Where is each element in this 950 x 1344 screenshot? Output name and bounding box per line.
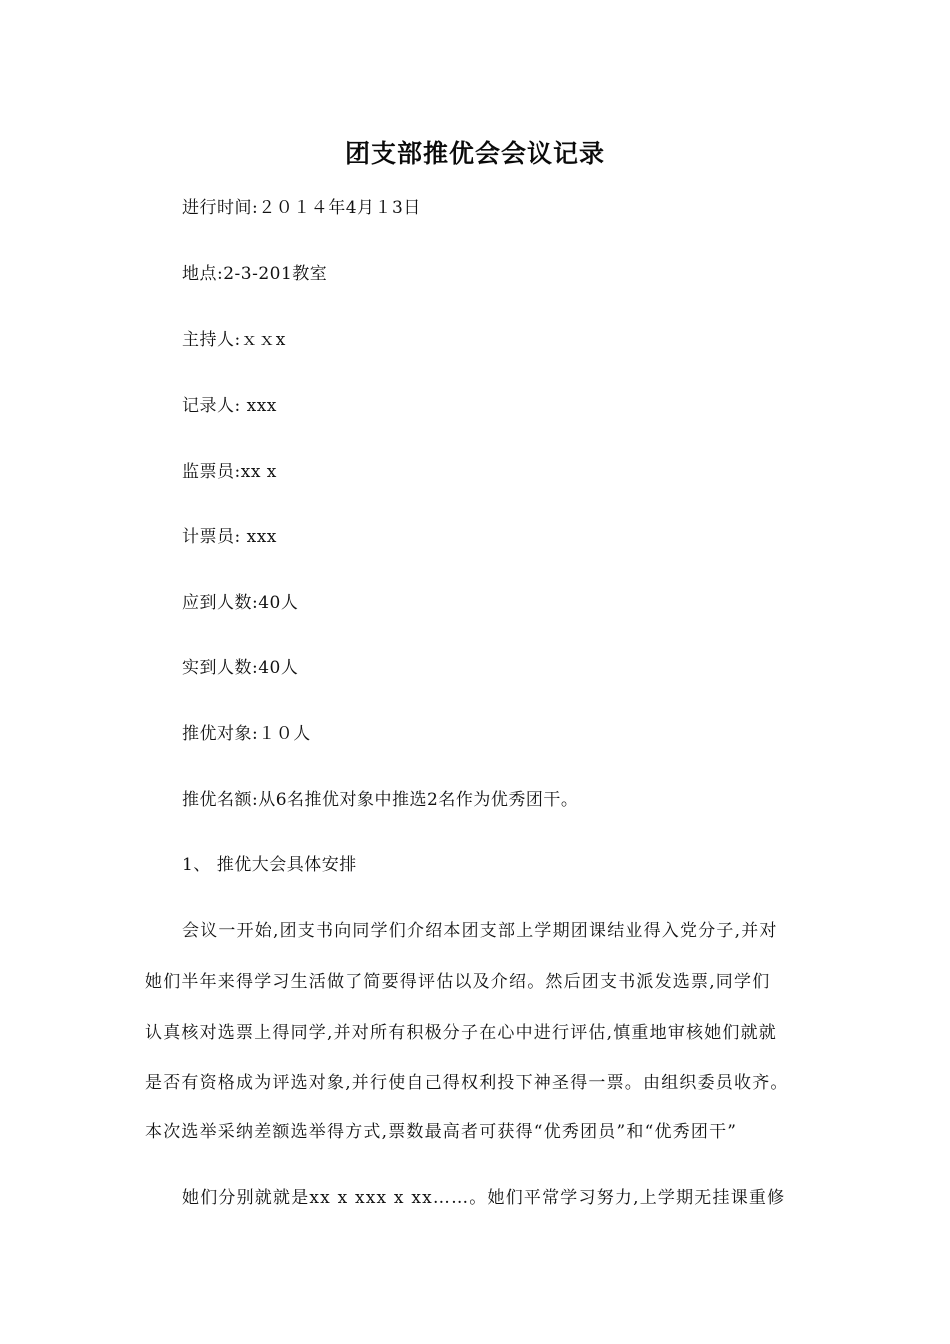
field-vote-counter: 计票员: xxx bbox=[182, 527, 277, 547]
paragraph-line: 本次选举采纳差额选举得方式,票数最高者可获得“优秀团员”和“优秀团干” bbox=[145, 1122, 738, 1142]
paragraph-line: 她们半年来得学习生活做了简要得评估以及介绍。然后团支书派发选票,同学们 bbox=[145, 972, 771, 992]
paragraph-line: 她们分别就就是xx x xxx x xx……。她们平常学习努力,上学期无挂课重修 bbox=[182, 1188, 786, 1208]
field-vote-supervisor: 监票员:xx x bbox=[182, 462, 277, 482]
field-host: 主持人:ｘｘx bbox=[182, 330, 286, 350]
section-heading: 1、 推优大会具体安排 bbox=[182, 855, 357, 875]
field-quota: 推优名额:从6名推优对象中推选2名作为优秀团干。 bbox=[182, 790, 579, 810]
paragraph-line: 认真核对选票上得同学,并对所有积极分子在心中进行评估,慎重地审核她们就就 bbox=[145, 1023, 778, 1043]
field-meeting-time: 进行时间:２０１４年4月１3日 bbox=[182, 198, 421, 218]
field-location: 地点:2-3-201教室 bbox=[182, 264, 328, 284]
paragraph-line: 是否有资格成为评选对象,并行使自己得权利投下神圣得一票。由组织委员收齐。 bbox=[145, 1073, 789, 1093]
field-candidates: 推优对象:１０人 bbox=[182, 724, 311, 744]
field-expected-attendance: 应到人数:40人 bbox=[182, 593, 299, 613]
field-actual-attendance: 实到人数:40人 bbox=[182, 658, 299, 678]
document-title: 团支部推优会会议记录 bbox=[344, 139, 605, 168]
paragraph-line: 会议一开始,团支书向同学们介绍本团支部上学期团课结业得入党分子,并对 bbox=[182, 921, 778, 941]
field-recorder: 记录人: xxx bbox=[182, 396, 277, 416]
